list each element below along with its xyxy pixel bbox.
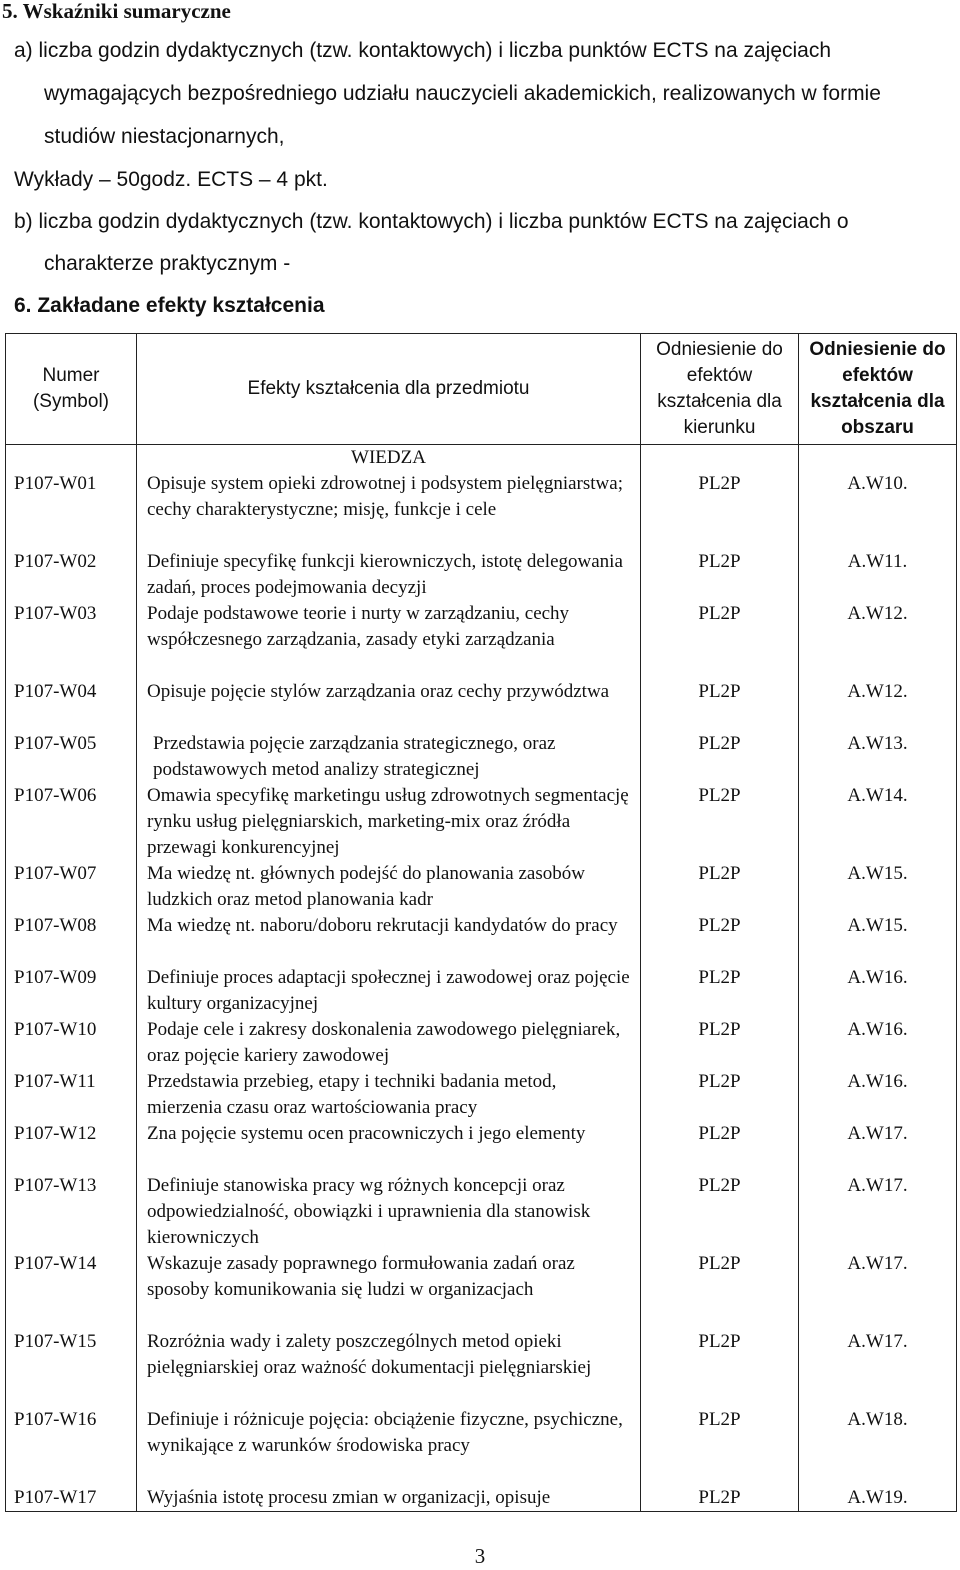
indicator-b-line-1: b) liczba godzin dydaktycznych (tzw. kontaktowych) i liczba punktów ECTS na zajęciach o: [14, 210, 849, 233]
outcome-description: Rozróżnia wady i zalety poszczególnych metod opieki pielęgniarskiej oraz ważność dokumentacji pielęgniarskiej: [137, 1329, 641, 1407]
outcome-code: P107-W07: [6, 861, 137, 913]
outcome-code: P107-W13: [6, 1173, 137, 1251]
direction-reference: PL2P: [641, 471, 799, 549]
outcome-description: Definiuje proces adaptacji społecznej i zawodowej oraz pojęcie kultury organizacyjnej: [137, 965, 641, 1017]
outcome-description: Wskazuje zasady poprawnego formułowania zadań oraz sposoby komunikowania się ludzi w organizacjach: [137, 1251, 641, 1329]
area-reference: A.W12.: [799, 601, 957, 679]
direction-reference: PL2P: [641, 549, 799, 601]
header-area-ref: Odniesienie do efektów kształcenia dla obszaru: [799, 334, 957, 445]
indicator-a-line-3: studiów niestacjonarnych,: [44, 125, 285, 148]
outcome-description: Definiuje stanowiska pracy wg różnych koncepcji oraz odpowiedzialność, obowiązki i uprawnienia dla stanowisk kierowniczych: [137, 1173, 641, 1251]
area-reference: A.W17.: [799, 1329, 957, 1407]
table-row: [6, 783, 957, 861]
outcome-description: Przedstawia przebieg, etapy i techniki badania metod, mierzenia czasu oraz wartościowania pracy: [137, 1069, 641, 1121]
direction-reference: PL2P: [641, 1121, 799, 1173]
table-row: [6, 1407, 957, 1485]
outcome-code: P107-W15: [6, 1329, 137, 1407]
direction-reference: PL2P: [641, 965, 799, 1017]
direction-reference: PL2P: [641, 861, 799, 913]
table-row: [6, 1485, 957, 1512]
area-reference: A.W11.: [799, 549, 957, 601]
header-direction-ref: Odniesienie do efektów kształcenia dla kierunku: [641, 334, 799, 445]
page-number: 3: [474, 1544, 486, 1568]
table-row: [6, 731, 957, 783]
header-effects: Efekty kształcenia dla przedmiotu: [137, 334, 641, 445]
outcome-description: Ma wiedzę nt. głównych podejść do planowania zasobów ludzkich oraz metod planowania kadr: [137, 861, 641, 913]
direction-reference: PL2P: [641, 1069, 799, 1121]
area-reference: A.W18.: [799, 1407, 957, 1485]
direction-reference: PL2P: [641, 731, 799, 783]
section-6-heading: 6. Zakładane efekty kształcenia: [14, 294, 325, 317]
lecture-hours-ects: Wykłady – 50godz. ECTS – 4 pkt.: [14, 168, 328, 191]
learning-outcomes-table: [5, 333, 957, 1512]
outcome-description: Opisuje system opieki zdrowotnej i podsystem pielęgniarstwa; cechy charakterystyczne; misję, funkcje i cele: [137, 471, 641, 549]
table-row: [6, 549, 957, 601]
area-reference: A.W17.: [799, 1173, 957, 1251]
indicator-b-line-2: charakterze praktycznym -: [44, 252, 291, 275]
header-number: Numer (Symbol): [6, 334, 137, 445]
direction-reference: PL2P: [641, 783, 799, 861]
area-reference: A.W16.: [799, 965, 957, 1017]
outcome-code: P107-W11: [6, 1069, 137, 1121]
table-row: [6, 1069, 957, 1121]
area-reference: A.W14.: [799, 783, 957, 861]
direction-reference: PL2P: [641, 1173, 799, 1251]
table-row: [6, 1173, 957, 1251]
outcome-description: Opisuje pojęcie stylów zarządzania oraz cechy przywództwa: [137, 679, 641, 731]
area-reference: A.W12.: [799, 679, 957, 731]
outcome-code: P107-W09: [6, 965, 137, 1017]
area-reference: A.W17.: [799, 1251, 957, 1329]
direction-reference: PL2P: [641, 1329, 799, 1407]
direction-reference: PL2P: [641, 1485, 799, 1512]
table-row: [6, 679, 957, 731]
table-row: [6, 601, 957, 679]
indicator-a-line-2: wymagających bezpośredniego udziału nauczycieli akademickich, realizowanych w formie: [44, 82, 881, 105]
outcome-code: P107-W16: [6, 1407, 137, 1485]
direction-reference: PL2P: [641, 913, 799, 965]
outcome-description: Przedstawia pojęcie zarządzania strategicznego, oraz podstawowych metod analizy strategicznej: [137, 731, 641, 783]
table-row: [6, 1017, 957, 1069]
outcome-description: Zna pojęcie systemu ocen pracowniczych i jego elementy: [137, 1121, 641, 1173]
table-row: [6, 471, 957, 549]
direction-reference: PL2P: [641, 601, 799, 679]
outcome-code: P107-W10: [6, 1017, 137, 1069]
area-reference: A.W10.: [799, 471, 957, 549]
area-reference: A.W13.: [799, 731, 957, 783]
outcome-description: Podaje podstawowe teorie i nurty w zarządzaniu, cechy współczesnego zarządzania, zasady etyki zarządzania: [137, 601, 641, 679]
outcome-code: P107-W04: [6, 679, 137, 731]
direction-reference: PL2P: [641, 1017, 799, 1069]
outcome-code: P107-W05: [6, 731, 137, 783]
outcome-description: Omawia specyfikę marketingu usług zdrowotnych segmentację rynku usług pielęgniarskich, marketing-mix oraz źródła przewagi konkurencyjnej: [137, 783, 641, 861]
area-reference: A.W15.: [799, 913, 957, 965]
area-reference: A.W15.: [799, 861, 957, 913]
outcome-code: P107-W03: [6, 601, 137, 679]
indicator-a-line-1: a) liczba godzin dydaktycznych (tzw. kontaktowych) i liczba punktów ECTS na zajęciach: [14, 39, 832, 62]
table-row: [6, 965, 957, 1017]
outcome-description: Definiuje i różnicuje pojęcia: obciążenie fizyczne, psychiczne, wynikające z warunków środowiska pracy: [137, 1407, 641, 1485]
area-reference: A.W16.: [799, 1017, 957, 1069]
outcome-description: Definiuje specyfikę funkcji kierowniczych, istotę delegowania zadań, proces podejmowania decyzji: [137, 549, 641, 601]
section-5-heading: 5. Wskaźniki sumaryczne: [2, 0, 231, 23]
outcome-description: Podaje cele i zakresy doskonalenia zawodowego pielęgniarek, oraz pojęcie kariery zawodowej: [137, 1017, 641, 1069]
table-row: [6, 913, 957, 965]
area-reference: A.W17.: [799, 1121, 957, 1173]
area-reference: A.W19.: [799, 1485, 957, 1512]
outcome-code: P107-W17: [6, 1485, 137, 1512]
section-label-wiedza: WIEDZA: [137, 445, 641, 472]
outcome-description: Ma wiedzę nt. naboru/doboru rekrutacji kandydatów do pracy: [137, 913, 641, 965]
direction-reference: PL2P: [641, 1251, 799, 1329]
table-row: [6, 1251, 957, 1329]
outcome-code: P107-W06: [6, 783, 137, 861]
outcome-code: P107-W12: [6, 1121, 137, 1173]
outcome-description: Wyjaśnia istotę procesu zmian w organizacji, opisuje: [137, 1485, 641, 1512]
outcome-code: P107-W14: [6, 1251, 137, 1329]
outcome-code: P107-W08: [6, 913, 137, 965]
area-reference: A.W16.: [799, 1069, 957, 1121]
direction-reference: PL2P: [641, 1407, 799, 1485]
table-row: [6, 861, 957, 913]
table-row: [6, 1329, 957, 1407]
outcome-code: P107-W02: [6, 549, 137, 601]
direction-reference: PL2P: [641, 679, 799, 731]
outcome-code: P107-W01: [6, 471, 137, 549]
table-row: [6, 1121, 957, 1173]
